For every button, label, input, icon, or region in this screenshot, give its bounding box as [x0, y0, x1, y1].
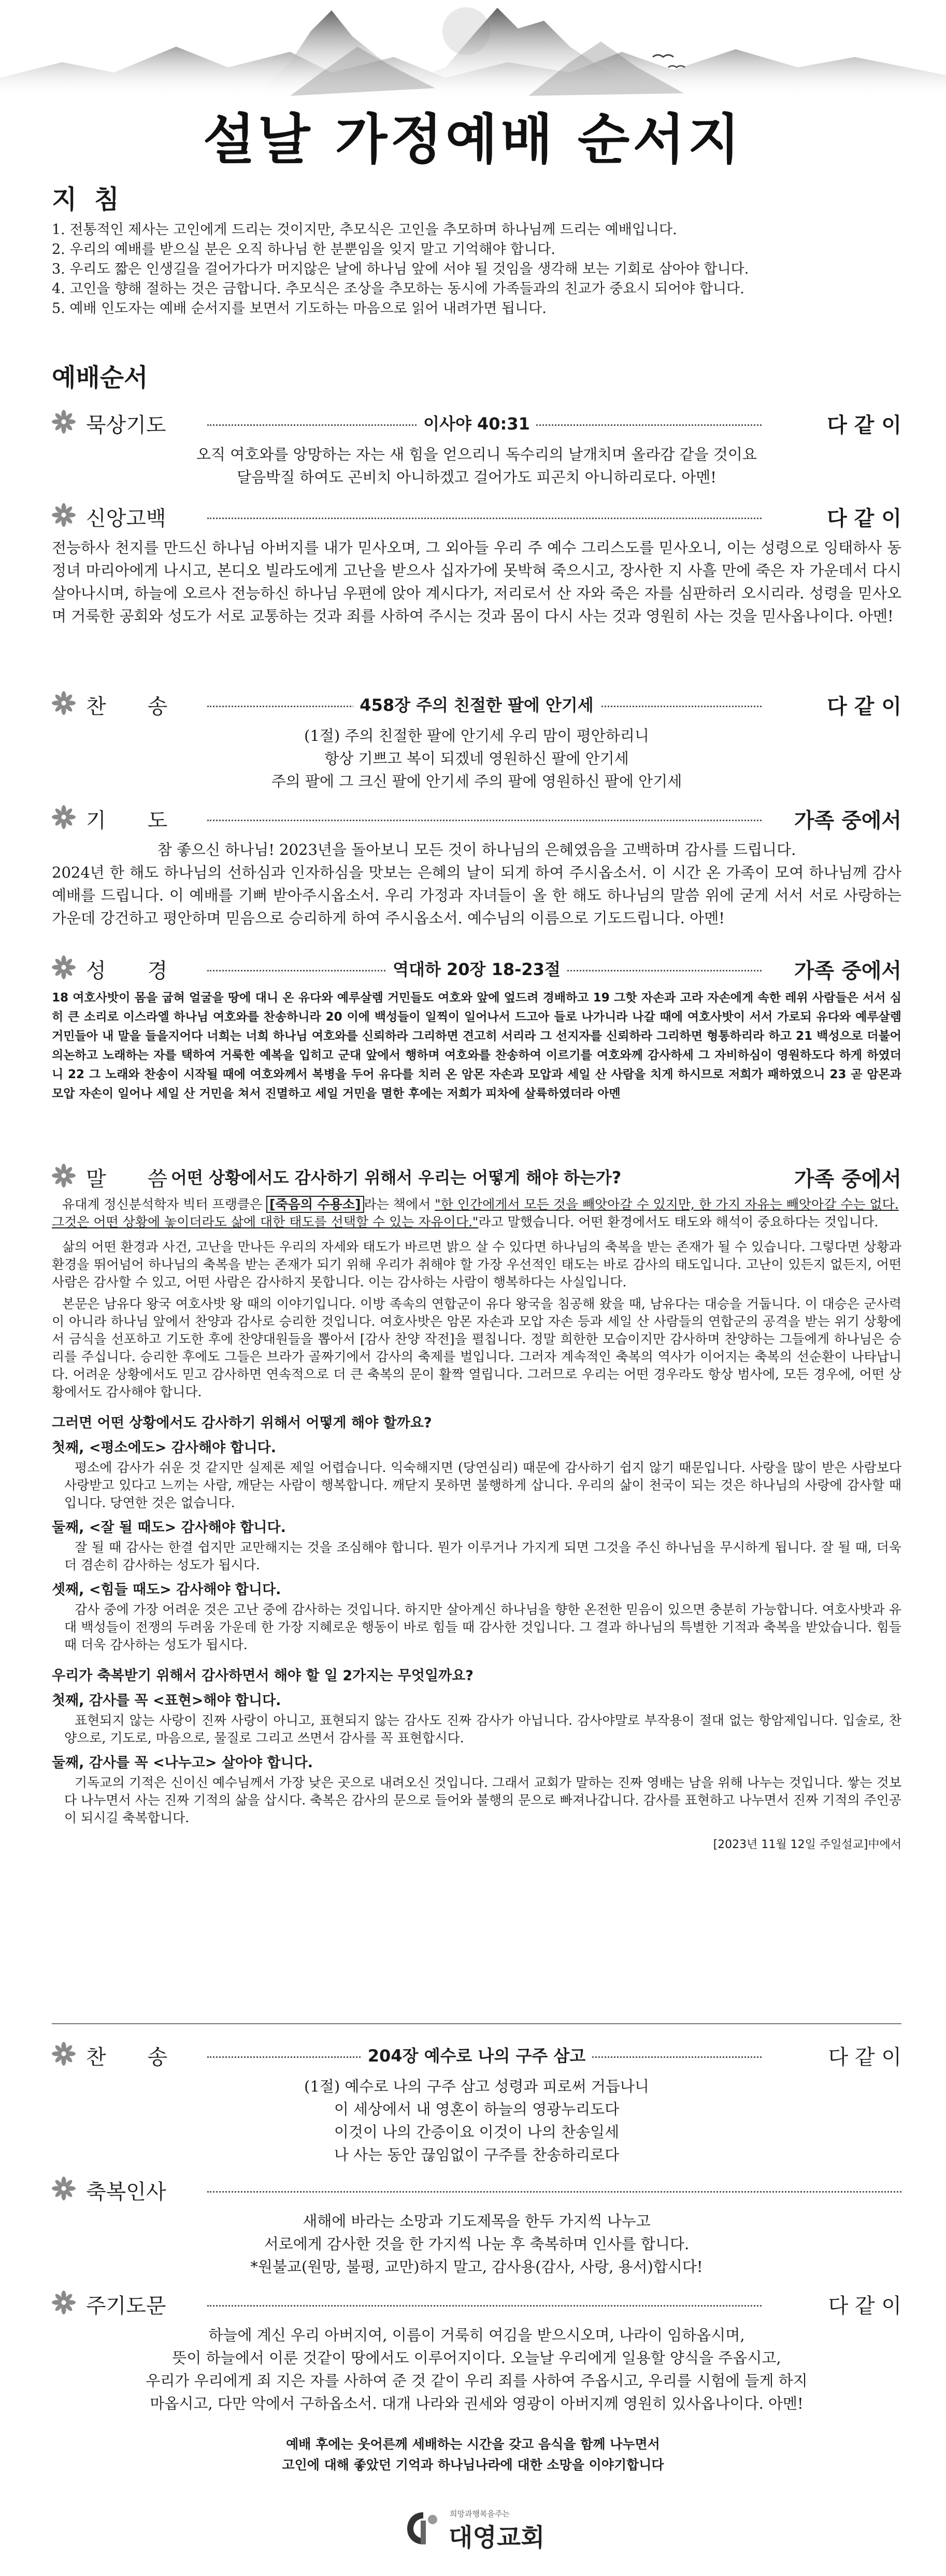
- point-heading: 첫째, 감사를 꼭 <표현>해야 합니다.: [52, 1693, 281, 1709]
- prayer-line: 참 좋으신 하나님! 2023년을 돌아보니 모든 것이 하나님의 은혜였음을 고백하며 감사를 드립니다.: [157, 841, 796, 858]
- point-heading: 둘째, <잘 될 때도> 감사해야 합니다.: [52, 1520, 286, 1536]
- section-scripture: [52, 952, 901, 1104]
- leader-dots: [207, 2305, 762, 2307]
- guideline-item: 5. 예배 인도자는 예배 순서지를 보면서 기도하는 마음으로 읽어 내려가면 됩니다.: [52, 300, 547, 317]
- hymn-line: 나 사는 동안 끊임없이 구주를 찬송하리로다: [334, 2146, 620, 2164]
- flower-icon: [52, 503, 76, 527]
- creed-text: 전능하사 천지를 만드신 하나님 아버지를 내가 믿사오며, 그 외아들 우리 주 예수 그리스도를 믿사오니, 이는 성령으로 잉태하사 동정녀 마리아에게 나시고, 본디오 빌라도에게 고난을 받으사 십자가에 못박혀 죽으시고, 장사한 지 사흘 만에 죽은 자 가운데서 다시 살아나시며, 하늘에 오르사 전능하신 하나님 우편에 앉아 계시다가, 저리로서 산 자와 죽은 자를 심판하러 오시리라. 성령을 믿사오며 거룩한 공회와 성도가 서로 교통하는 것과 죄를 사하여 주시는 것과 몸이 다시 사는 것과 영원히 사는 것을 믿사옵나이다. 아멘!: [52, 539, 901, 625]
- flower-icon: [52, 2291, 76, 2314]
- section-label: 찬 송: [86, 695, 168, 719]
- book-title: [죽음의 수용소]: [266, 1196, 364, 1213]
- closing-note: [0, 2434, 946, 2475]
- sermon-question: 그러면 어떤 상황에서도 감사하기 위해서 어떻게 해야 할까요?: [52, 1415, 432, 1431]
- hymn-line: (1절) 예수로 나의 구주 삼고 성령과 피로써 거듭나니: [304, 2078, 649, 2095]
- participant-label: 가족 중에서: [788, 1163, 901, 1192]
- church-tagline: 희망과행복을주는: [450, 2509, 510, 2518]
- participant-label: 다 같 이: [821, 409, 901, 438]
- scripture-reference: 이사야 40:31: [417, 414, 536, 434]
- hymn-reference: 204장 예수로 나의 구주 삼고: [362, 2046, 592, 2066]
- flower-icon: [52, 1164, 76, 1187]
- guidelines-section: [52, 179, 901, 319]
- guideline-item: 3. 우리도 짧은 인생길을 걸어가다가 머지않은 날에 하나님 앞에 서야 될 것임을 생각해 보는 기회로 삼아야 합니다.: [52, 261, 749, 277]
- verse-line: 달음박질 하여도 곤비치 아니하겠고 걸어가도 피곤치 아니하리로다. 아멘!: [237, 468, 716, 486]
- section-label: 찬 송: [86, 2045, 168, 2069]
- section-label: 말 씀: [86, 1167, 168, 1191]
- guideline-item: 2. 우리의 예배를 받으실 분은 오직 하나님 한 분뿐임을 잊지 말고 기억해야 합니다.: [52, 241, 555, 257]
- point-heading: 셋째, <힘들 때도> 감사해야 합니다.: [52, 1582, 281, 1598]
- section-lords-prayer: [52, 2287, 901, 2415]
- leader-dots: [207, 820, 762, 821]
- closing-line: 고인에 대해 좋았던 기억과 하나님나라에 대한 소망을 이야기합니다: [282, 2457, 664, 2472]
- quote-mid: 라는 책에서: [364, 1197, 435, 1212]
- church-logo-icon: [404, 2509, 442, 2548]
- ink-landscape-illustration: [0, 0, 946, 98]
- participant-label: 가족 중에서: [788, 804, 901, 834]
- blessing-line: 서로에게 감사한 것을 한 가지씩 나눈 후 축복하며 인사를 합니다.: [264, 2235, 690, 2253]
- sermon-question: 우리가 축복받기 위해서 감사하면서 해야 할 일 2가지는 무엇일까요?: [52, 1668, 474, 1684]
- quote-intro: 유대계 정신분석학자 빅터 프랭클은: [62, 1197, 267, 1212]
- participant-label: 다 같 이: [822, 2041, 901, 2070]
- hymn-line: 이것이 나의 간증이요 이것이 나의 찬송일세: [334, 2123, 620, 2141]
- section-label: 성 경: [86, 959, 168, 983]
- prayer-line: 마옵시고, 다만 악에서 구하옵소서. 대개 나라와 권세와 영광이 아버지께 영원히 있사옵나이다. 아멘!: [150, 2395, 804, 2412]
- sermon-source: [2023년 11월 12일 주일설교]中에서: [713, 1838, 901, 1851]
- hymn-line: (1절) 주의 친절한 팔에 안기세 우리 맘이 평안하리니: [304, 727, 649, 745]
- section-prayer: [52, 802, 901, 929]
- sermon-paragraph: 삶의 어떤 환경과 사건, 고난을 만나든 우리의 자세와 태도가 바르면 밝으 살 수 있다면 하나님의 축복을 받는 존재가 될 수 있습니다. 그렇다면 상황과 환경을 뛰어넘어 하나님의 축복을 받는 존재가 되기 위해 우리가 취해야 할 가장 우선적인 태도는 바로 감사의 태도입니다. 고난이 있든지 없든지, 어떤 사람은 감사할 수 있고, 어떤 사람은 감사하지 못합니다. 이는 감사하는 사람이 행복하다는 사실입니다.: [52, 1239, 901, 1290]
- section-label: 주기도문: [86, 2294, 166, 2318]
- section-hymn-2: [52, 2039, 901, 2166]
- guidelines-title: 지 침: [52, 184, 124, 214]
- hymn-reference: 458장 주의 친절한 팔에 안기세: [353, 695, 599, 715]
- page-title: 설날 가정예배 순서지: [203, 108, 743, 171]
- section-label: 신앙고백: [86, 507, 166, 531]
- flower-icon: [52, 805, 76, 829]
- section-hymn-1: [52, 688, 901, 793]
- sermon-body: [52, 1238, 901, 1854]
- point-body: 감사 중에 가장 어려운 것은 고난 중에 감사하는 것입니다. 하지만 살아계신 하나님을 향한 온전한 믿음이 있으면 충분히 가능합니다. 여호사밧과 유대 백성들이 전쟁의 두려움 가운데 한 가장 지혜로운 행동이 바로 힘들 때 감사한 것입니다. 그 결과 하나님의 특별한 기적과 축복을 받았습니다. 힘들 때 더욱 감사하는 성도가 됩시다.: [64, 1602, 901, 1652]
- point-body: 기독교의 기적은 신이신 예수님께서 가장 낮은 곳으로 내려오신 것입니다. 그래서 교회가 말하는 진짜 영배는 남을 위해 나누는 것입니다. 쌓는 것보다 나누면서 사는 진짜 기적의 삶을 삽시다. 축복은 감사의 문으로 들어와 불행의 문으로 빠져나갑니다. 감사를 표현하고 나누면서 진짜 기적의 주인공이 되시길 축복합니다.: [64, 1775, 901, 1825]
- point-body: 평소에 감사가 쉬운 것 같지만 실제론 제일 어렵습니다. 익숙해지면 (당연심리) 때문에 감사하기 쉽지 않기 때문입니다. 사랑을 많이 받은 사람보다 사랑받고 있다고 느끼는 사람, 깨닫는 사람이 행복합니다. 깨닫지 못하면 불행하게 삽니다. 우리의 삶이 천국이 되는 것은 하나님의 사랑에 감사할 때입니다. 당연한 것은 없습니다.: [64, 1460, 901, 1510]
- point-body: 잘 될 때 감사는 한결 쉽지만 교만해지는 것을 조심해야 합니다. 뭔가 이루거나 가지게 되면 그것을 주신 하나님을 무시하게 됩니다. 잘 될 때, 더욱 더 겸손히 감사하는 성도가 됩시다.: [64, 1540, 901, 1572]
- participant-label: 다 같 이: [821, 690, 901, 720]
- prayer-line: 하늘에 계신 우리 아버지여, 이름이 거룩히 여김을 받으시오며, 나라이 임하옵시며,: [208, 2326, 745, 2344]
- quote-outro: 라고 말했습니다. 어떤 환경에서도 태도와 해석이 중요하다는 것입니다.: [478, 1214, 879, 1229]
- section-blessing: [52, 2173, 901, 2278]
- section-creed: [52, 500, 901, 627]
- sermon-paragraph: 본문은 남유다 왕국 여호사밧 왕 때의 이야기입니다. 이방 족속의 연합군이 유다 왕국을 침공해 왔을 때, 남유다는 대승을 거둡니다. 이 대승은 군사력이 아니라 하나님 앞에서 찬양과 감사로 승리한 것입니다. 여호사밧은 암몬 자손과 모압 자손 등과 세일 산 사람들의 연합군의 공격을 받는 위기 상황에서 금식을 선포하고 기도한 후에 찬양대원들을 뽑아서 [감사 찬양 작전]을 펼칩니다. 정말 희한한 모습이지만 감사하며 찬양하는 그들에게 하나님은 승리를 주십니다. 승리한 후에도 그들은 브라가 골짜기에서 감사의 축제를 벌입니다. 그러자 계속적인 축복의 역사가 이어지는 축복의 선순환이 나타납니다. 어려운 상황에서도 믿고 감사하면 연속적으로 더 큰 축복의 문이 활짝 열립니다. 그러므로 우리는 어떤 경우라도 항상 범사에, 모든 경우에, 어떤 상황에서도 감사해야 합니다.: [52, 1296, 901, 1399]
- section-meditation: [52, 407, 901, 489]
- guideline-item: 1. 전통적인 제사는 고인에게 드리는 것이지만, 추모식은 고인을 추모하며 하나님께 드리는 예배입니다.: [52, 222, 677, 238]
- prayer-paragraph: 2024년 한 해도 하나님의 선하심과 인자하심을 맛보는 은혜의 날이 되게 하여 주시옵소서. 이 시간 온 가족이 모여 하나님께 감사예배를 드립니다. 이 예배를 기뻐 받아주시옵소서. 우리 가정과 자녀들이 올 한 해도 하나님의 말씀 위에 굳게 서서 서로 사랑하는 가운데 강건하고 평안하며 믿음으로 승리하게 하여 주시옵소서. 예수님의 이름으로 기도드립니다. 아멘!: [52, 864, 901, 927]
- guidelines-list: [52, 220, 901, 319]
- guideline-item: 4. 고인을 향해 절하는 것은 금합니다. 추모식은 조상을 추모하는 동시에 가족들과의 친교가 중요시 되어야 합니다.: [52, 281, 744, 297]
- point-body: 표현되지 않는 사랑이 진짜 사랑이 아니고, 표현되지 않는 감사도 진짜 감사가 아닙니다. 감사야말로 부작용이 절대 없는 항암제입니다. 입술로, 찬양으로, 기도로, 마음으로, 물질로 그리고 쓰면서 감사를 꼭 표현합시다.: [64, 1713, 901, 1745]
- prayer-line: 뜻이 하늘에서 이룬 것같이 땅에서도 이루어지이다. 오늘날 우리에게 일용할 양식을 주옵시고,: [172, 2349, 781, 2367]
- blessing-line: 새해에 바라는 소망과 기도제목을 한두 가지씩 나누고: [303, 2212, 651, 2230]
- leader-dots: [207, 2191, 901, 2193]
- scripture-text: 18 여호사밧이 몸을 굽혀 얼굴을 땅에 대니 온 유다와 예루살렘 거민들도 여호와 앞에 엎드려 경배하고 19 그핫 자손과 고라 자손에게 속한 레위 사람들은 서서 심히 큰 소리로 이스라엘 하나님 여호와를 찬송하니라 20 이에 백성들이 일찍이 일어나서 드고아 들로 나가니라 나갈 때에 여호사밧이 서서 가로되 유다와 예루살렘 거민들아 내 말을 들을지어다 너희는 너희 하나님 여호와를 신뢰하라 그리하면 견고히 서리라 그 선지자를 신뢰하라 그리하면 형통하리라 하고 21 백성으로 더불어 의논하고 노래하는 자를 택하여 거룩한 예복을 입히고 군대 앞에서 행하며 여호와를 찬송하여 이르기를 여호와께 감사하세 그 자비하심이 영원하도다 하게 하였더니 22 그 노래와 찬송이 시작될 때에 여호와께서 복병을 두어 유다를 치러 온 암몬 자손과 모압과 세일 산 사람을 치게 하시므로 저희가 패하였으니 23 곧 암몬과 모압 자손이 일어나 세일 산 거민을 쳐서 진멸하고 세일 거민을 멸한 후에는 저희가 피차에 살륙하였더라 아멘: [52, 991, 901, 1100]
- sermon-quote: [52, 1196, 901, 1231]
- section-label: 축복인사: [86, 2180, 166, 2204]
- flower-icon: [52, 2177, 76, 2200]
- point-heading: 첫째, <평소에도> 감사해야 합니다.: [52, 1440, 277, 1456]
- section-label: 묵상기도: [86, 413, 166, 437]
- scripture-reference: 역대하 20장 18-23절: [386, 960, 567, 979]
- leader-dots: [207, 518, 762, 519]
- closing-line: 예배 후에는 웃어른께 세배하는 시간을 갖고 음식을 함께 나누면서: [286, 2437, 660, 2452]
- church-name: 대영교회: [449, 2523, 545, 2552]
- divider: [52, 2023, 901, 2024]
- order-title: 예배순서: [52, 363, 148, 392]
- quote-text: "한 인간에게서 모든 것을 빼앗아갈 수 있지만, 한 가지 자유는 빼앗아갈 수는 없다. 그것은 어떤 상황에 놓이더라도 삶에 대한 태도를 선택할 수 있는 자유이다.": [52, 1197, 899, 1229]
- participant-label: 다 같 이: [822, 2289, 901, 2319]
- participant-label: 다 같 이: [821, 502, 901, 532]
- hymn-line: 주의 팔에 그 크신 팔에 안기세 주의 팔에 영원하신 팔에 안기세: [271, 772, 682, 790]
- verse-line: 오직 여호와를 앙망하는 자는 새 힘을 얻으리니 독수리의 날개치며 올라감 같을 것이요: [196, 446, 757, 463]
- prayer-line: 우리가 우리에게 죄 지은 자를 사하여 준 것 같이 우리 죄를 사하여 주옵시고, 우리를 시험에 들게 하지: [146, 2372, 808, 2389]
- section-label: 기 도: [86, 809, 168, 833]
- sermon-title: 어떤 상황에서도 감사하기 위해서 우리는 어떻게 해야 하는가?: [171, 1168, 627, 1187]
- church-logo: [404, 2505, 560, 2552]
- participant-label: 가족 중에서: [788, 954, 901, 984]
- hymn-line: 항상 기쁘고 복이 되겠네 영원하신 팔에 안기세: [324, 750, 629, 767]
- blessing-line: *원불교(원망, 불평, 교만)하지 말고, 감사용(감사, 사랑, 용서)합시다!: [250, 2258, 703, 2276]
- hymn-line: 이 세상에서 내 영혼이 하늘의 영광누리도다: [334, 2100, 620, 2118]
- point-heading: 둘째, 감사를 꼭 <나누고> 살아야 합니다.: [52, 1755, 313, 1771]
- section-sermon: [52, 1161, 901, 1854]
